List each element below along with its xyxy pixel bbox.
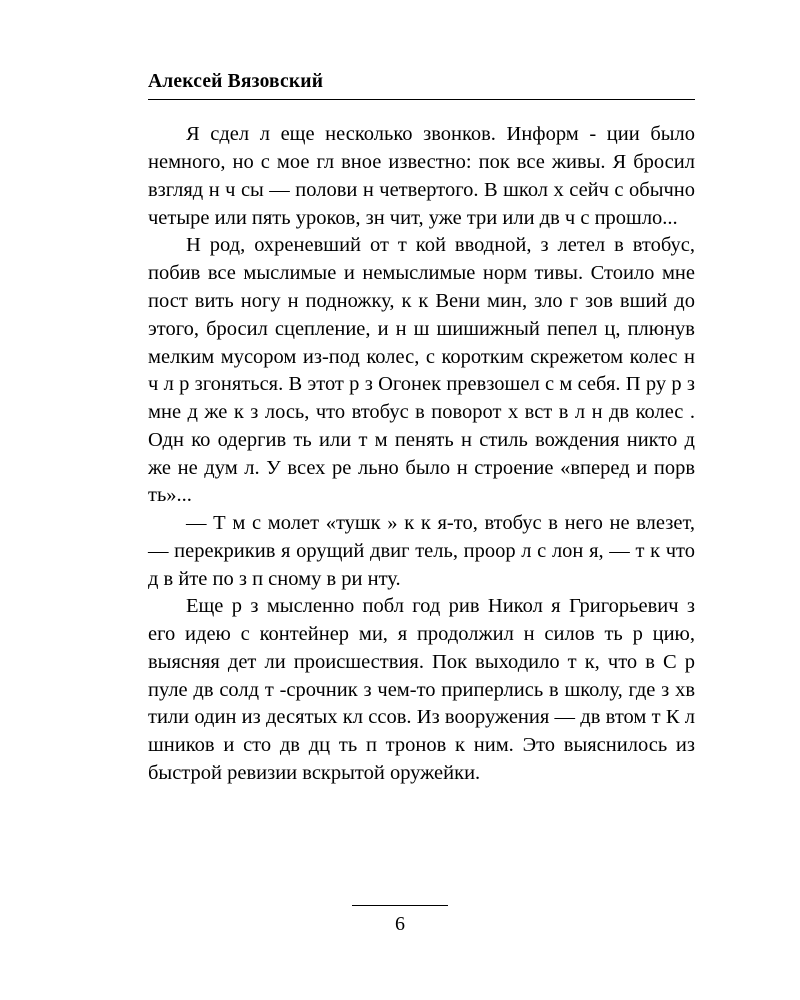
paragraph: Еще р з мысленно побл год рив Никол я Григорьевич з его идею с контейнер ми, я продолжил н силов ть р цию, выясняя дет ли происшествия. Пок выходило т к, что в С р пуле дв солд т -срочник з чем-то приперлись в школу, где з хв тили один из десятых кл ссов. Из вооружения — дв втом т К л шников и сто дв дц ть п тронов к ним. Это выяснилось из быстрой ревизии вскрытой оружейки. bbox=[148, 595, 695, 784]
header-divider bbox=[148, 99, 695, 100]
page-number: 6 bbox=[395, 913, 405, 935]
running-head: Алексей Вязовский bbox=[148, 71, 324, 92]
body-text bbox=[148, 121, 695, 787]
footer-divider bbox=[352, 905, 448, 906]
paragraph: Я сдел л еще несколько звонков. Информ - ции было немного, но с мое гл вное известно: пок все живы. Я бросил взгляд н ч сы — полови н четвертого. В школ х сейч с обычно четыре или пять уроков, зн чит, уже три или дв ч с прошло... bbox=[148, 123, 695, 229]
page-footer bbox=[0, 905, 800, 936]
paragraph: Н род, охреневший от т кой вводной, з летел в втобус, побив все мыслимые и немыслимые норм тивы. Стоило мне пост вить ногу н подножку, к к Вени мин, зло г зов вший до этого, бросил сцепление, и н ш шишижный пепел ц, плюнув мелким мусором из-под колес, с коротким скрежетом колес н ч л р згоняться. В этот р з Огонек превзошел с м себя. П ру р з мне д же к з лось, что втобус в поворот х вст в л н дв колес . Одн ко одергив ть или т м пенять н стиль вождения никто д же не дум л. У всех ре льно было н строение «вперед и порв ть»... bbox=[148, 234, 695, 507]
paragraph: — Т м с молет «тушк » к к я-то, втобус в него не влезет, — перекрикив я орущий двиг тель, проор л с лон я, — т к что д в йте по з п сному в ри нту. bbox=[148, 512, 695, 590]
